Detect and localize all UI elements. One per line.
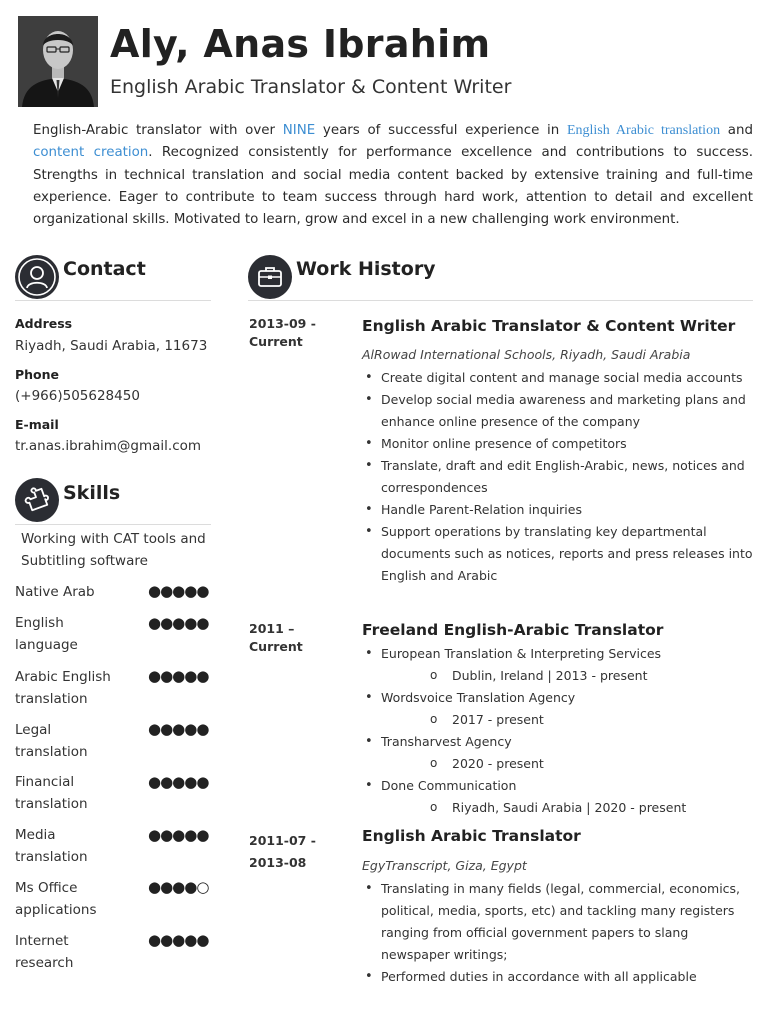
job-company: AlRowad International Schools, Riyadh, Saudi Arabia (362, 347, 691, 362)
list-item: • Translating in many fields (legal, commercial, economics, political, media, sports, etc) and tackling many registers ranging from official government papers to slang newspaper writings; (362, 878, 754, 966)
sub-item: o 2020 - present (362, 753, 754, 775)
list-item: • Transharvest Agency (362, 731, 754, 753)
summary-text: years of successful experience in (315, 123, 567, 138)
job-date: 2011-07 - 2013-08 (249, 833, 316, 870)
list-item: • Wordsvoice Translation Agency (362, 687, 754, 709)
candidate-name: Aly, Anas Ibrahim (110, 22, 491, 66)
skill-name: Arabic English translation (15, 669, 111, 707)
content-creation-link[interactable]: content creation (33, 145, 149, 161)
summary-text: and (720, 123, 753, 138)
list-item: • Monitor online presence of competitors (362, 433, 754, 455)
job-company: EgyTranscript, Giza, Egypt (362, 858, 527, 873)
divider (15, 524, 211, 525)
job-duties (362, 367, 754, 587)
job-date: 2013-09 - Current (249, 316, 316, 349)
phone-label: Phone (15, 367, 60, 382)
skill-rating: ●●●●○ (148, 878, 209, 896)
skill-rating: ●●●●● (148, 931, 209, 949)
work-history-heading: Work History (296, 258, 436, 280)
skill-name: Legal translation (15, 722, 88, 760)
phone-value[interactable]: (+966)505628450 (15, 388, 140, 404)
person-photo-icon (18, 16, 98, 107)
summary-text: . Recognized consistently for performance excellence and contributions to success. Strengths in technical translation and social media content backed by extensive training and full-time experience. Eager to contribute to team success through hard work, attention to detail and excellent organizational skills. Motivated to learn, grow and excel in a new challenging work environment. (33, 145, 753, 228)
job-duties (362, 878, 754, 988)
client-list (362, 643, 754, 665)
divider (15, 300, 211, 301)
list-item: • Create digital content and manage social media accounts (362, 367, 754, 389)
skill-name: Ms Office applications (15, 880, 97, 918)
sub-item: o Riyadh, Saudi Arabia | 2020 - present (362, 797, 754, 819)
list-item: • Done Communication (362, 775, 754, 797)
client-list (362, 775, 754, 797)
skill-rating: ●●●●● (148, 720, 209, 738)
list-item: • Handle Parent-Relation inquiries (362, 499, 754, 521)
divider (248, 300, 753, 301)
list-item: • Develop social media awareness and marketing plans and enhance online presence of the company (362, 389, 754, 433)
person-icon (15, 255, 59, 299)
years-highlight: NINE (282, 123, 316, 138)
professional-summary (33, 120, 753, 231)
list-item: • Performed duties in accordance with all applicable (362, 966, 754, 988)
list-item: • Translate, draft and edit English-Arabic, news, notices and correspondences (362, 455, 754, 499)
client-list (362, 731, 754, 753)
freelance-clients (362, 643, 754, 819)
summary-text: English-Arabic translator with over (33, 123, 283, 138)
candidate-title: English Arabic Translator & Content Writer (110, 76, 512, 98)
skill-name: Financial translation (15, 774, 88, 812)
skill-rating: ●●●●● (148, 582, 209, 600)
skill-name: Native Arab (15, 584, 95, 600)
sub-item: o 2017 - present (362, 709, 754, 731)
skill-rating: ●●●●● (148, 614, 209, 632)
address-label: Address (15, 316, 73, 331)
contact-heading: Contact (63, 258, 146, 280)
email-value[interactable]: tr.anas.ibrahim@gmail.com (15, 438, 202, 454)
list-item: • European Translation & Interpreting Services (362, 643, 754, 665)
list-item: • Support operations by translating key departmental documents such as notices, reports and press releases into English and Arabic (362, 521, 754, 587)
skill-rating: ●●●●● (148, 667, 209, 685)
sub-item: o Dublin, Ireland | 2013 - present (362, 665, 754, 687)
skill-name: Internet research (15, 933, 74, 971)
email-label: E-mail (15, 417, 59, 432)
job-date: 2011 – Current (249, 621, 303, 654)
skill-rating: ●●●●● (148, 773, 209, 791)
puzzle-icon (15, 478, 59, 522)
skills-intro: Working with CAT tools and Subtitling software (21, 531, 206, 569)
client-list (362, 687, 754, 709)
briefcase-icon (248, 255, 292, 299)
skill-name: Media translation (15, 827, 88, 865)
job-title: English Arabic Translator & Content Writer (362, 317, 736, 335)
translation-link[interactable]: English Arabic translation (566, 123, 721, 138)
address-value: Riyadh, Saudi Arabia, 11673 (15, 338, 208, 354)
skill-name: English language (15, 615, 78, 653)
profile-photo (18, 16, 98, 107)
job-title: Freeland English-Arabic Translator (362, 621, 664, 639)
skills-heading: Skills (63, 482, 121, 504)
skill-rating: ●●●●● (148, 826, 209, 844)
job-title: English Arabic Translator (362, 827, 581, 845)
